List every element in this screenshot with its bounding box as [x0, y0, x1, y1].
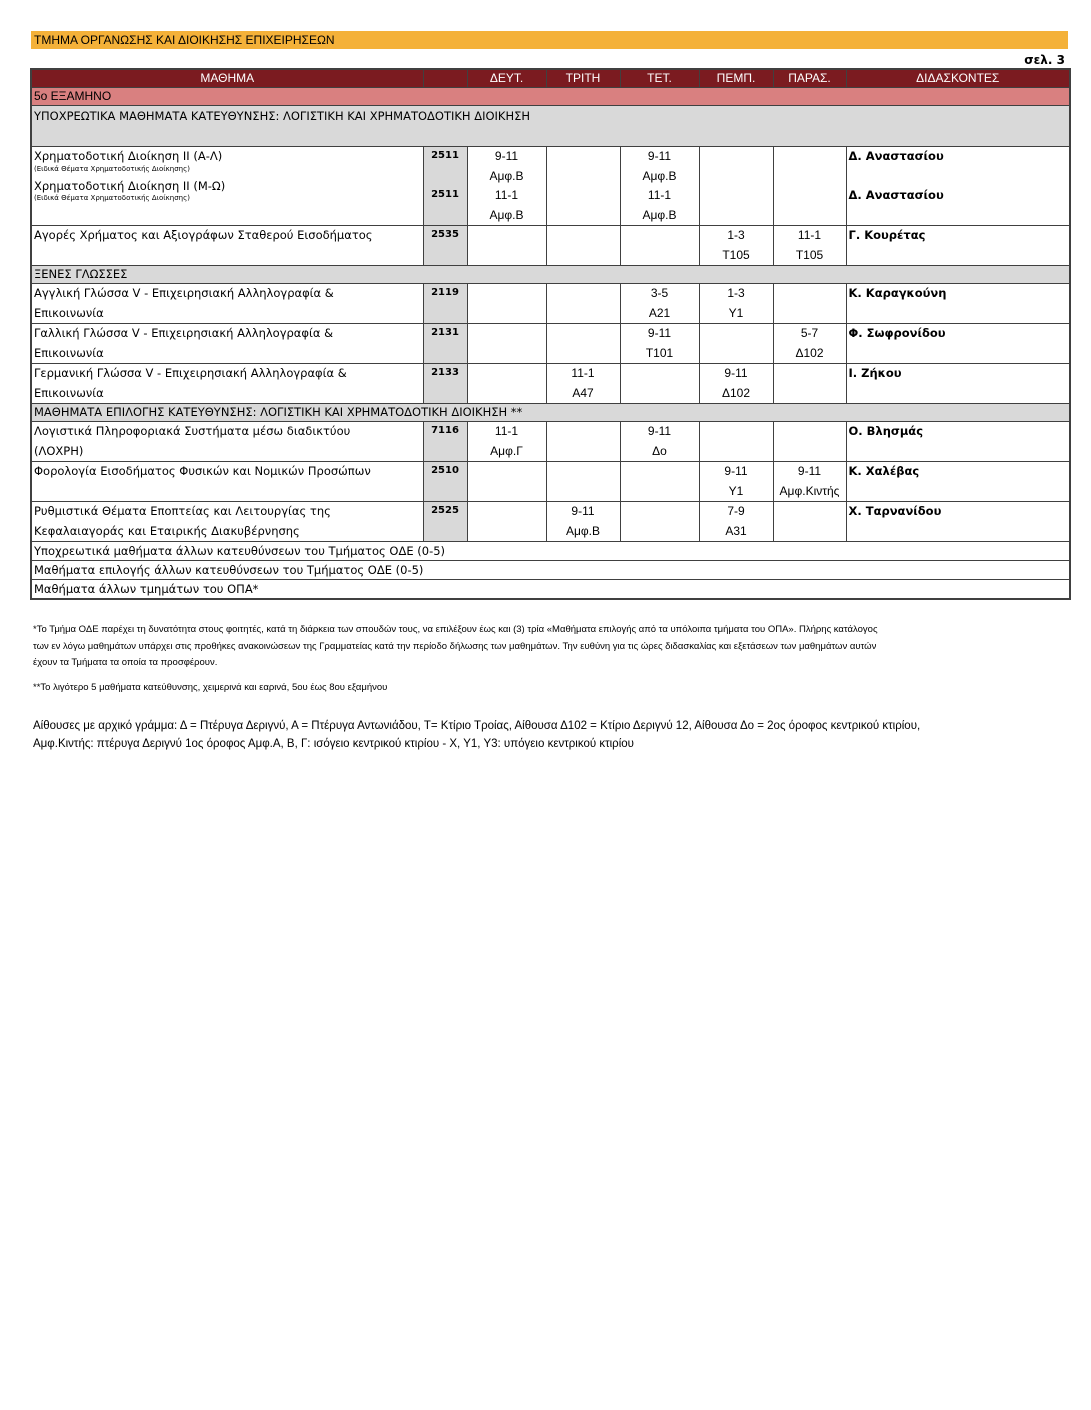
section-row: [31, 106, 1070, 147]
slot-mon: [467, 462, 546, 502]
slot-thu: [699, 226, 773, 266]
course-cell: [31, 147, 423, 226]
header-fri: ΠΑΡΑΣ.: [773, 69, 846, 88]
slot-room: Τ105: [722, 247, 750, 262]
slot-room: Δ102: [721, 385, 751, 400]
course-name-cont: (ΛΟΧΡΗ): [34, 443, 84, 458]
teacher-cell: [846, 147, 1070, 226]
course-name-cont: Επικοινωνία: [34, 305, 104, 320]
table-row: [31, 422, 1070, 462]
slot-thu: [699, 462, 773, 502]
slot-fri: [773, 226, 846, 266]
schedule-table: [30, 68, 1071, 600]
slot-room: Αμφ.Β: [642, 168, 677, 183]
slot-room: Αμφ.Β: [565, 523, 601, 538]
footer-row: [31, 580, 1070, 600]
slot-mon: [467, 364, 546, 404]
table-row: [31, 147, 1070, 226]
slot-room: Αμφ.Β: [489, 168, 524, 183]
course-subtitle: (Ειδικά Θέματα Χρηματοδοτικής Διοίκησης): [34, 194, 190, 202]
course-name: Αγορές Χρήματος και Αξιογράφων Σταθερού Εισοδήματος: [31, 226, 423, 266]
slot-fri: [773, 422, 846, 462]
page-number: σελ. 3: [1024, 53, 1065, 67]
teacher-name: Ι. Ζήκου: [846, 364, 1070, 404]
header-code: [423, 69, 467, 88]
footnote-line: *Το Τμήμα ΟΔΕ παρέχει τη δυνατότητα στους φοιτητές, κατά τη διάρκεια των σπουδών τους, να επιλέξουν έως και (3) τρία «Μαθήματα επιλογής από τα υπόλοιπα τμήματα του ΟΠΑ». Πλήρης κατάλογος: [33, 624, 878, 635]
slot-fri: [773, 462, 846, 502]
slot-room: Α31: [725, 523, 747, 538]
slot-room: Τ105: [795, 247, 824, 262]
slot-wed: [620, 284, 699, 324]
slot-mon: [467, 324, 546, 364]
semester-label: 5ο ΕΞΑΜΗΝΟ: [31, 88, 1070, 106]
slot-time: 3-5: [650, 286, 669, 300]
course-code: 2510: [423, 462, 467, 502]
course-code: 2535: [423, 226, 467, 266]
slot-time: 5-7: [800, 326, 819, 340]
course-name: Γαλλική Γλώσσα V - Επιχειρησιακή Αλληλογραφία &: [34, 326, 334, 340]
department-title: ΤΜΗΜΑ ΟΡΓΑΝΩΣΗΣ ΚΑΙ ΔΙΟΙΚΗΣΗΣ ΕΠΙΧΕΙΡΗΣΕΩΝ: [31, 31, 1068, 49]
course-cell: [31, 502, 423, 542]
table-row: [31, 226, 1070, 266]
course-name: Χρηματοδοτική Διοίκηση ΙΙ (Μ-Ω): [34, 178, 226, 193]
slot-tue: [546, 462, 620, 502]
header-course: ΜΑΘΗΜΑ: [31, 69, 423, 88]
course-subtitle: (Ειδικά Θέματα Χρηματοδοτικής Διοίκησης): [34, 164, 190, 173]
slot-time: 9-11: [724, 464, 748, 478]
slot-room: Τ101: [645, 345, 674, 360]
slot-mon: [467, 284, 546, 324]
slot-time: 9-11: [797, 464, 822, 478]
slot-time: 11-1: [571, 366, 595, 380]
slot-mon: [467, 422, 546, 462]
slot-time: 11-1: [494, 424, 519, 438]
section-required: ΥΠΟΧΡΕΩΤΙΚΑ ΜΑΘΗΜΑΤΑ ΚΑΤΕΥΘΥΝΣΗΣ: ΛΟΓΙΣΤΙΚΗ ΚΑΙ ΧΡΗΜΑΤΟΔΟΤΙΚΗ ΔΙΟΙΚΗΣΗ: [31, 106, 1070, 147]
slot-room: Υ1: [728, 305, 744, 320]
course-cell: [31, 324, 423, 364]
slot-time: 9-11: [647, 326, 672, 340]
footer-row: [31, 542, 1070, 561]
slot-mon: [467, 147, 546, 226]
slot-room: Δ102: [795, 345, 824, 360]
slot-tue: [546, 147, 620, 226]
slot-tue: [546, 284, 620, 324]
slot-time: 9-11: [494, 149, 519, 163]
slot-time: 1-3: [727, 286, 745, 300]
teacher-name: Κ. Χαλέβας: [846, 462, 1070, 502]
slot-room: Δο: [652, 443, 667, 458]
section-row: [31, 404, 1070, 422]
slot-thu: [699, 147, 773, 226]
header-wed: ΤΕΤ.: [620, 69, 699, 88]
rooms-line: Αίθουσες με αρχικό γράμμα: Δ = Πτέρυγα Δεριγνύ, Α = Πτέρυγα Αντωνιάδου, Τ= Κτίριο Τροίας, Αίθουσα Δ102 = Κτίριο Δεριγνύ 12, Αίθουσα Δο = 2ος όροφος κεντρικού κτιρίου,: [33, 720, 921, 732]
section-row: [31, 266, 1070, 284]
footnotes: [33, 622, 1058, 696]
course-code: 2525: [423, 502, 467, 542]
slot-wed: [620, 462, 699, 502]
teacher-name: Κ. Καραγκούνη: [846, 284, 1070, 324]
course-code: [423, 147, 467, 226]
slot-thu: [699, 422, 773, 462]
slot-tue: [546, 422, 620, 462]
slot-room: Αμφ.Κιντής: [779, 483, 840, 498]
footnote-line: των εν λόγω μαθημάτων υπάρχει στις προθήκες ανακοινώσεων της Γραμματείας κατά την περίοδο δήλωσης των μαθημάτων. Την ευθύνη για τις ώρες διδασκαλίας και εξετάσεων των μαθημάτων αυτών: [33, 640, 877, 652]
slot-tue: [546, 324, 620, 364]
slot-tue: [546, 502, 620, 542]
footnote-line: έχουν τα Τμήματα τα οποία τα προσφέρουν.: [33, 657, 218, 668]
teacher-name: Δ. Αναστασίου: [848, 149, 944, 163]
table-row: [31, 284, 1070, 324]
slot-thu: [699, 502, 773, 542]
slot-fri: [773, 147, 846, 226]
section-languages: ΞΕΝΕΣ ΓΛΩΣΣΕΣ: [31, 266, 1070, 284]
teacher-name: Δ. Αναστασίου: [848, 188, 944, 202]
code-value: 2511: [431, 150, 459, 161]
table-row: [31, 364, 1070, 404]
rooms-legend: [33, 718, 1058, 753]
slot-time: 11-1: [797, 228, 822, 242]
teacher-name: Γ. Κουρέτας: [846, 226, 1070, 266]
course-name: Αγγλική Γλώσσα V - Επιχειρησιακή Αλληλογραφία &: [34, 286, 334, 300]
slot-tue: [546, 364, 620, 404]
slot-fri: [773, 364, 846, 404]
course-name: Λογιστικά Πληροφοριακά Συστήματα μέσω διαδικτύου: [34, 424, 351, 438]
code-value: 2511: [431, 189, 459, 200]
course-code: 2133: [423, 364, 467, 404]
header-tue: ΤΡΙΤΗ: [546, 69, 620, 88]
footer-row: [31, 561, 1070, 580]
slot-time: 1-3: [727, 228, 745, 242]
slot-mon: [467, 226, 546, 266]
table-row: [31, 462, 1070, 502]
course-name-cont: Κεφαλαιαγοράς και Εταιρικής Διακυβέρνησης: [34, 523, 300, 538]
slot-wed: [620, 226, 699, 266]
course-cell: [31, 422, 423, 462]
slot-fri: [773, 284, 846, 324]
slot-room: Α21: [648, 305, 671, 320]
teacher-name: Χ. Ταρνανίδου: [846, 502, 1070, 542]
slot-fri: [773, 324, 846, 364]
slot-room: Αμφ.Γ: [490, 443, 523, 458]
course-cell: [31, 284, 423, 324]
slot-time: 9-11: [647, 424, 672, 438]
slot-room: Αμφ.Β: [642, 207, 677, 222]
header-row: [31, 69, 1070, 88]
slot-fri: [773, 502, 846, 542]
header-mon: ΔΕΥΤ.: [467, 69, 546, 88]
slot-time: 9-11: [571, 504, 595, 518]
course-name-cont: Επικοινωνία: [34, 345, 104, 360]
footnote-line: **Το λιγότερο 5 μαθήματα κατεύθυνσης, χειμερινά και εαρινά, 5ου έως 8ου εξαμήνου: [33, 681, 388, 693]
course-name-cont: Επικοινωνία: [34, 385, 104, 400]
footer-electives-other: Μαθήματα επιλογής άλλων κατευθύνσεων του Τμήματος ΟΔΕ (0-5): [31, 561, 1070, 580]
teacher-name: Ο. Βλησμάς: [846, 422, 1070, 462]
table-row: [31, 502, 1070, 542]
slot-time: 9-11: [647, 149, 672, 163]
footer-other-departments: Μαθήματα άλλων τμημάτων του ΟΠΑ*: [31, 580, 1070, 600]
rooms-line: Αμφ.Κιντής: πτέρυγα Δεριγνύ 1ος όροφος Αμφ.Α, Β, Γ: ισόγειο κεντρικού κτιρίου - Χ, Υ1, Υ3: υπόγειο κεντρικού κτιρίου: [33, 737, 634, 750]
slot-time: 7-9: [727, 504, 745, 518]
header-teachers: ΔΙΔΑΣΚΟΝΤΕΣ: [846, 69, 1070, 88]
table-row: [31, 324, 1070, 364]
slot-room: Αμφ.Β: [489, 207, 524, 222]
course-code: 7116: [423, 422, 467, 462]
slot-thu: [699, 364, 773, 404]
slot-wed: [620, 422, 699, 462]
slot-wed: [620, 502, 699, 542]
teacher-name: Φ. Σωφρονίδου: [846, 324, 1070, 364]
slot-wed: [620, 324, 699, 364]
slot-tue: [546, 226, 620, 266]
slot-thu: [699, 324, 773, 364]
course-code: 2131: [423, 324, 467, 364]
course-name: Γερμανική Γλώσσα V - Επιχειρησιακή Αλληλογραφία &: [34, 366, 347, 380]
slot-mon: [467, 502, 546, 542]
slot-wed: [620, 147, 699, 226]
slot-time: 11-1: [494, 188, 519, 202]
slot-room: Α47: [572, 385, 594, 400]
course-cell: [31, 364, 423, 404]
slot-time: 9-11: [724, 366, 748, 380]
course-name: Φορολογία Εισοδήματος Φυσικών και Νομικών Προσώπων: [31, 462, 423, 502]
section-electives: ΜΑΘΗΜΑΤΑ ΕΠΙΛΟΓΗΣ ΚΑΤΕΥΘΥΝΣΗΣ: ΛΟΓΙΣΤΙΚΗ ΚΑΙ ΧΡΗΜΑΤΟΔΟΤΙΚΗ ΔΙΟΙΚΗΣΗ **: [31, 404, 1070, 422]
footer-required-other: Υποχρεωτικά μαθήματα άλλων κατευθύνσεων του Τμήματος ΟΔΕ (0-5): [31, 542, 1070, 561]
course-code: 2119: [423, 284, 467, 324]
course-name: Χρηματοδοτική Διοίκηση ΙΙ (Α-Λ): [34, 149, 223, 163]
semester-row: [31, 88, 1070, 106]
slot-thu: [699, 284, 773, 324]
header-thu: ΠΕΜΠ.: [699, 69, 773, 88]
slot-room: Υ1: [728, 483, 744, 498]
course-name: Ρυθμιστικά Θέματα Εποπτείας και Λειτουργίας της: [34, 504, 331, 518]
slot-wed: [620, 364, 699, 404]
slot-time: 11-1: [647, 188, 672, 202]
